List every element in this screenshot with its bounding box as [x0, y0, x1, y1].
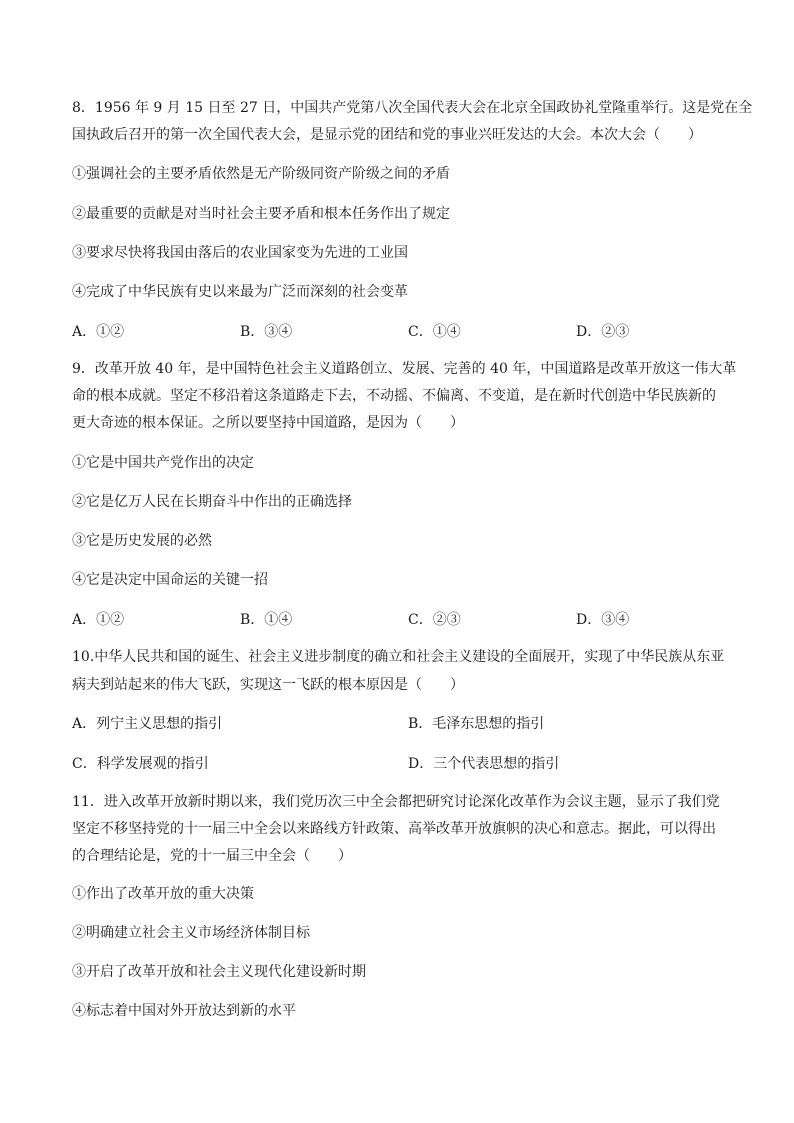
q11-stem-line-1: 11．进入改革开放新时期以来，我们党历次三中全会都把研究讨论深化改革作为会议主题，显示了我们党 — [72, 794, 720, 810]
q8-statement-2: ②最重要的贡献是对当时社会主要矛盾和根本任务作出了规定 — [72, 206, 450, 222]
q9-statement-2: ②它是亿万人民在长期奋斗中作出的正确选择 — [72, 494, 352, 510]
q8-statement-4: ④完成了中华民族有史以来最为广泛而深刻的社会变革 — [72, 284, 408, 300]
q11-stem-line-2: 坚定不移坚持党的十一届三中全会以来路线方针政策、高举改革开放旗帜的决心和意志。据此，可以得出 — [72, 821, 716, 837]
q11-statement-3: ③开启了改革开放和社会主义现代化建设新时期 — [72, 964, 366, 980]
q8-option-c[interactable]: C．①④ — [408, 324, 461, 340]
q9-stem-line-2: 命的根本成就。坚定不移沿着这条道路走下去，不动摇、不偏离、不变道，是在新时代创造中华民族新的 — [72, 388, 716, 404]
q10-option-c[interactable]: C．科学发展观的指引 — [72, 756, 209, 772]
q8-option-a[interactable]: A．①② — [72, 324, 125, 340]
q9-statement-1: ①它是中国共产党作出的决定 — [72, 455, 254, 471]
q8-statement-1: ①强调社会的主要矛盾依然是无产阶级同资产阶级之间的矛盾 — [72, 166, 450, 182]
q8-stem-line-1: 8．1956 年 9 月 15 日至 27 日，中国共产党第八次全国代表大会在北京全国政协礼堂隆重举行。这是党在全 — [72, 100, 753, 116]
q11-statement-2: ②明确建立社会主义市场经济体制目标 — [72, 925, 310, 941]
q9-statement-3: ③它是历史发展的必然 — [72, 533, 212, 549]
q8-stem-line-2: 国执政后召开的第一次全国代表大会，是显示党的团结和党的事业兴旺发达的大会。本次大会（ ） — [72, 127, 702, 143]
q9-option-a[interactable]: A．①② — [72, 612, 125, 628]
q11-stem-line-3: 的合理结论是，党的十一届三中全会（ ） — [72, 848, 352, 864]
q9-statement-4: ④它是决定中国命运的关键一招 — [72, 572, 268, 588]
q11-statement-1: ①作出了改革开放的重大决策 — [72, 886, 254, 902]
q9-option-b[interactable]: B．①④ — [240, 612, 293, 628]
q8-statement-3: ③要求尽快将我国由落后的农业国家变为先进的工业国 — [72, 245, 408, 261]
q10-stem-line-1: 10.中华人民共和国的诞生、社会主义进步制度的确立和社会主义建设的全面展开，实现了中华民族从东亚 — [72, 649, 725, 665]
q10-stem-line-2: 病夫到站起来的伟大飞跃，实现这一飞跃的根本原因是（ ） — [72, 677, 464, 693]
q10-option-b[interactable]: B．毛泽东思想的指引 — [408, 716, 545, 732]
q11-statement-4: ④标志着中国对外开放达到新的水平 — [72, 1003, 296, 1019]
q8-option-d[interactable]: D．②③ — [576, 324, 630, 340]
q9-option-d[interactable]: D．③④ — [576, 612, 630, 628]
q8-option-b[interactable]: B．③④ — [240, 324, 293, 340]
q9-stem-line-3: 更大奇迹的根本保证。之所以要坚持中国道路，是因为（ ） — [72, 415, 464, 431]
q10-option-a[interactable]: A．列宁主义思想的指引 — [72, 716, 223, 732]
q10-option-d[interactable]: D．三个代表思想的指引 — [408, 756, 560, 772]
q9-stem-line-1: 9．改革开放 40 年，是中国特色社会主义道路创立、发展、完善的 40 年，中国道路是改革开放这一伟大革 — [72, 361, 737, 377]
q9-option-c[interactable]: C．②③ — [408, 612, 461, 628]
